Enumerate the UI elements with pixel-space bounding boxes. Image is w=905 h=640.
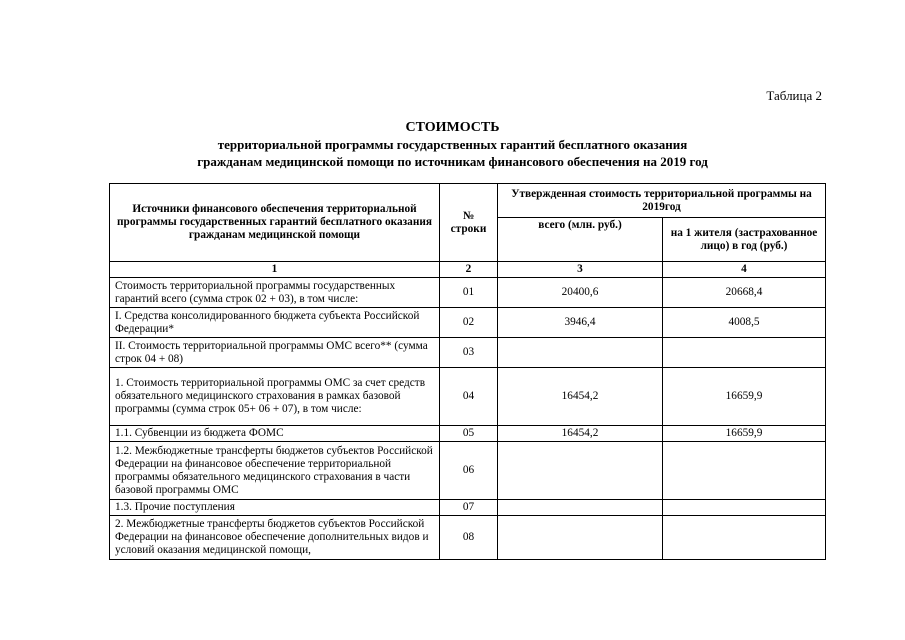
row-per-capita: [663, 442, 826, 500]
table-row: [110, 338, 826, 368]
row-per-capita: 4008,5: [663, 308, 826, 338]
row-per-capita: [663, 338, 826, 368]
row-total: [498, 338, 663, 368]
column-numbers-row: [110, 262, 826, 278]
table-row: [110, 426, 826, 442]
title-subline-1: территориальной программы государственных гарантий бесплатного оказания: [217, 137, 688, 152]
row-name: 1.3. Прочие поступления: [110, 500, 440, 516]
table-row: [110, 500, 826, 516]
row-per-capita: 20668,4: [663, 278, 826, 308]
row-code: 02: [440, 308, 498, 338]
row-code: 07: [440, 500, 498, 516]
row-name: II. Стоимость территориальной программы ОМС всего** (сумма строк 04 + 08): [110, 338, 440, 368]
table-row: [110, 368, 826, 426]
header-source: Источники финансового обеспечения территориальной программы государственных гарантий бесплатного оказания гражданам медицинской помощи: [110, 184, 440, 262]
row-total: 16454,2: [498, 368, 663, 426]
header-row-no: № строки: [440, 184, 498, 262]
table-row: [110, 278, 826, 308]
row-per-capita: 16659,9: [663, 426, 826, 442]
row-code: 08: [440, 516, 498, 560]
header-approved-cost: Утвержденная стоимость территориальной программы на 2019год: [498, 184, 826, 218]
row-name: 2. Межбюджетные трансферты бюджетов субъектов Российской Федерации на финансовое обеспечение дополнительных видов и условий оказания медицинской помощи,: [110, 516, 440, 560]
table-row: [110, 442, 826, 500]
column-number: 4: [663, 262, 826, 278]
financing-table: [109, 183, 826, 560]
row-per-capita: [663, 500, 826, 516]
row-name: 1. Стоимость территориальной программы ОМС за счет средств обязательного медицинского страхования в рамках базовой программы (сумма строк 05+ 06 + 07), в том числе:: [110, 368, 440, 426]
header-total: всего (млн. руб.): [498, 218, 663, 262]
row-total: 16454,2: [498, 426, 663, 442]
row-total: 3946,4: [498, 308, 663, 338]
row-code: 03: [440, 338, 498, 368]
row-per-capita: 16659,9: [663, 368, 826, 426]
title-subline-2: гражданам медицинской помощи по источникам финансового обеспечения на 2019 год: [197, 154, 708, 169]
row-per-capita: [663, 516, 826, 560]
row-code: 05: [440, 426, 498, 442]
row-code: 04: [440, 368, 498, 426]
column-number: 1: [110, 262, 440, 278]
row-name: 1.1. Субвенции из бюджета ФОМС: [110, 426, 440, 442]
row-total: [498, 500, 663, 516]
row-name: 1.2. Межбюджетные трансферты бюджетов субъектов Российской Федерации на финансовое обеспечение территориальной программы обязательного медицинского страхования в части базовой программы ОМС: [110, 442, 440, 500]
header-per-capita: на 1 жителя (застрахованное лицо) в год (руб.): [663, 218, 826, 262]
table-row: [110, 308, 826, 338]
row-code: 01: [440, 278, 498, 308]
table-label: Таблица 2: [766, 88, 822, 103]
row-code: 06: [440, 442, 498, 500]
row-name: Стоимость территориальной программы государственных гарантий всего (сумма строк 02 + 03), в том числе:: [110, 278, 440, 308]
row-total: [498, 516, 663, 560]
table-row: [110, 516, 826, 560]
row-name: I. Средства консолидированного бюджета субъекта Российской Федерации*: [110, 308, 440, 338]
title-main: СТОИМОСТЬ: [405, 120, 500, 135]
column-number: 3: [498, 262, 663, 278]
column-number: 2: [440, 262, 498, 278]
row-total: [498, 442, 663, 500]
row-total: 20400,6: [498, 278, 663, 308]
